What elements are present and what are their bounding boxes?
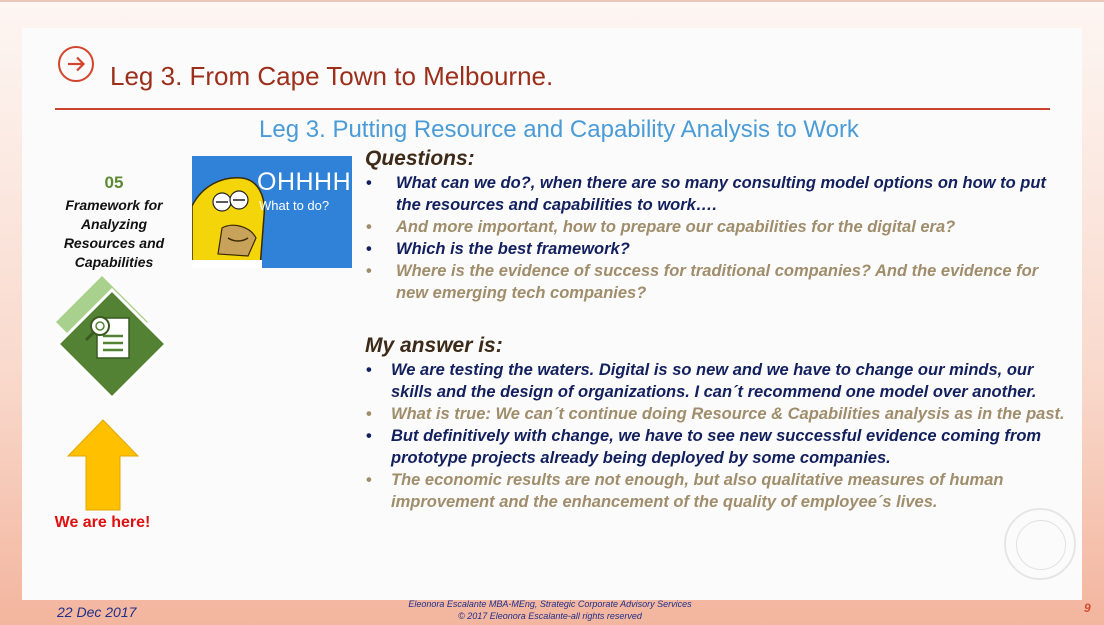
footer-copyright: © 2017 Eleonora Escalante-all rights reserved [458, 611, 642, 621]
list-item: • The economic results are not enough, but also qualitative measures of human improvement and the enhancement of the quality of employee´s lives. [366, 471, 1004, 511]
slide-title: Leg 3. From Cape Town to Melbourne. [110, 61, 554, 91]
slide-subtitle: Leg 3. Putting Resource and Capability Analysis to Work [259, 116, 859, 143]
bullet-icon: • [366, 361, 372, 379]
answer-heading: My answer is: [365, 334, 503, 357]
step-number: 05 [104, 173, 124, 192]
title-divider [55, 108, 1050, 110]
watermark-seal-icon [1004, 508, 1076, 580]
list-item: • But definitively with change, we have to see new successful evidence coming from prototype projects already being deployed by some companies. [366, 427, 1042, 467]
slide-date: 22 Dec 2017 [57, 604, 137, 620]
footer-author: Eleonora Escalante MBA-MEng, Strategic Corporate Advisory Services [408, 599, 692, 609]
up-arrow-icon [66, 418, 140, 512]
list-item: • We are testing the waters. Digital is so new and we have to change our minds, our skills and the design of organizations. I can´t recommend one model over another. [366, 361, 1037, 401]
bullet-icon: • [366, 405, 372, 423]
bullet-icon: • [366, 240, 372, 258]
bullet-icon: • [366, 427, 372, 445]
questions-heading: Questions: [365, 147, 475, 170]
content-area [365, 146, 1065, 513]
step-label: Framework for Analyzing Resources and Capabilities [63, 197, 165, 270]
bullet-icon: • [366, 471, 372, 489]
list-item: • What can we do?, when there are so many consulting model options on how to put the resources and capabilities to work…. [366, 174, 1046, 214]
list-item: • Where is the evidence of success for traditional companies? And the evidence for new emerging tech companies? [366, 262, 1039, 302]
bullet-icon: • [366, 262, 372, 280]
answer-list [365, 359, 1065, 513]
document-diamond-icon [42, 272, 182, 412]
list-item: • And more important, how to prepare our capabilities for the digital era? [366, 218, 956, 236]
we-are-here-label: We are here! [54, 514, 151, 531]
cartoon-exclaim: OHHHH [257, 168, 352, 196]
arrow-circle-icon [58, 46, 94, 82]
cartoon-question: What to do? [259, 198, 330, 213]
bullet-icon: • [366, 174, 372, 192]
questions-list [365, 172, 1065, 304]
list-item: • Which is the best framework? [366, 240, 630, 258]
list-item: • What is true: We can´t continue doing Resource & Capabilities analysis as in the past. [366, 405, 1065, 423]
footer-credits [300, 598, 800, 622]
cartoon-image [192, 156, 352, 268]
page-number: 9 [1084, 601, 1091, 615]
top-border [0, 0, 1104, 2]
bullet-icon: • [366, 218, 372, 236]
